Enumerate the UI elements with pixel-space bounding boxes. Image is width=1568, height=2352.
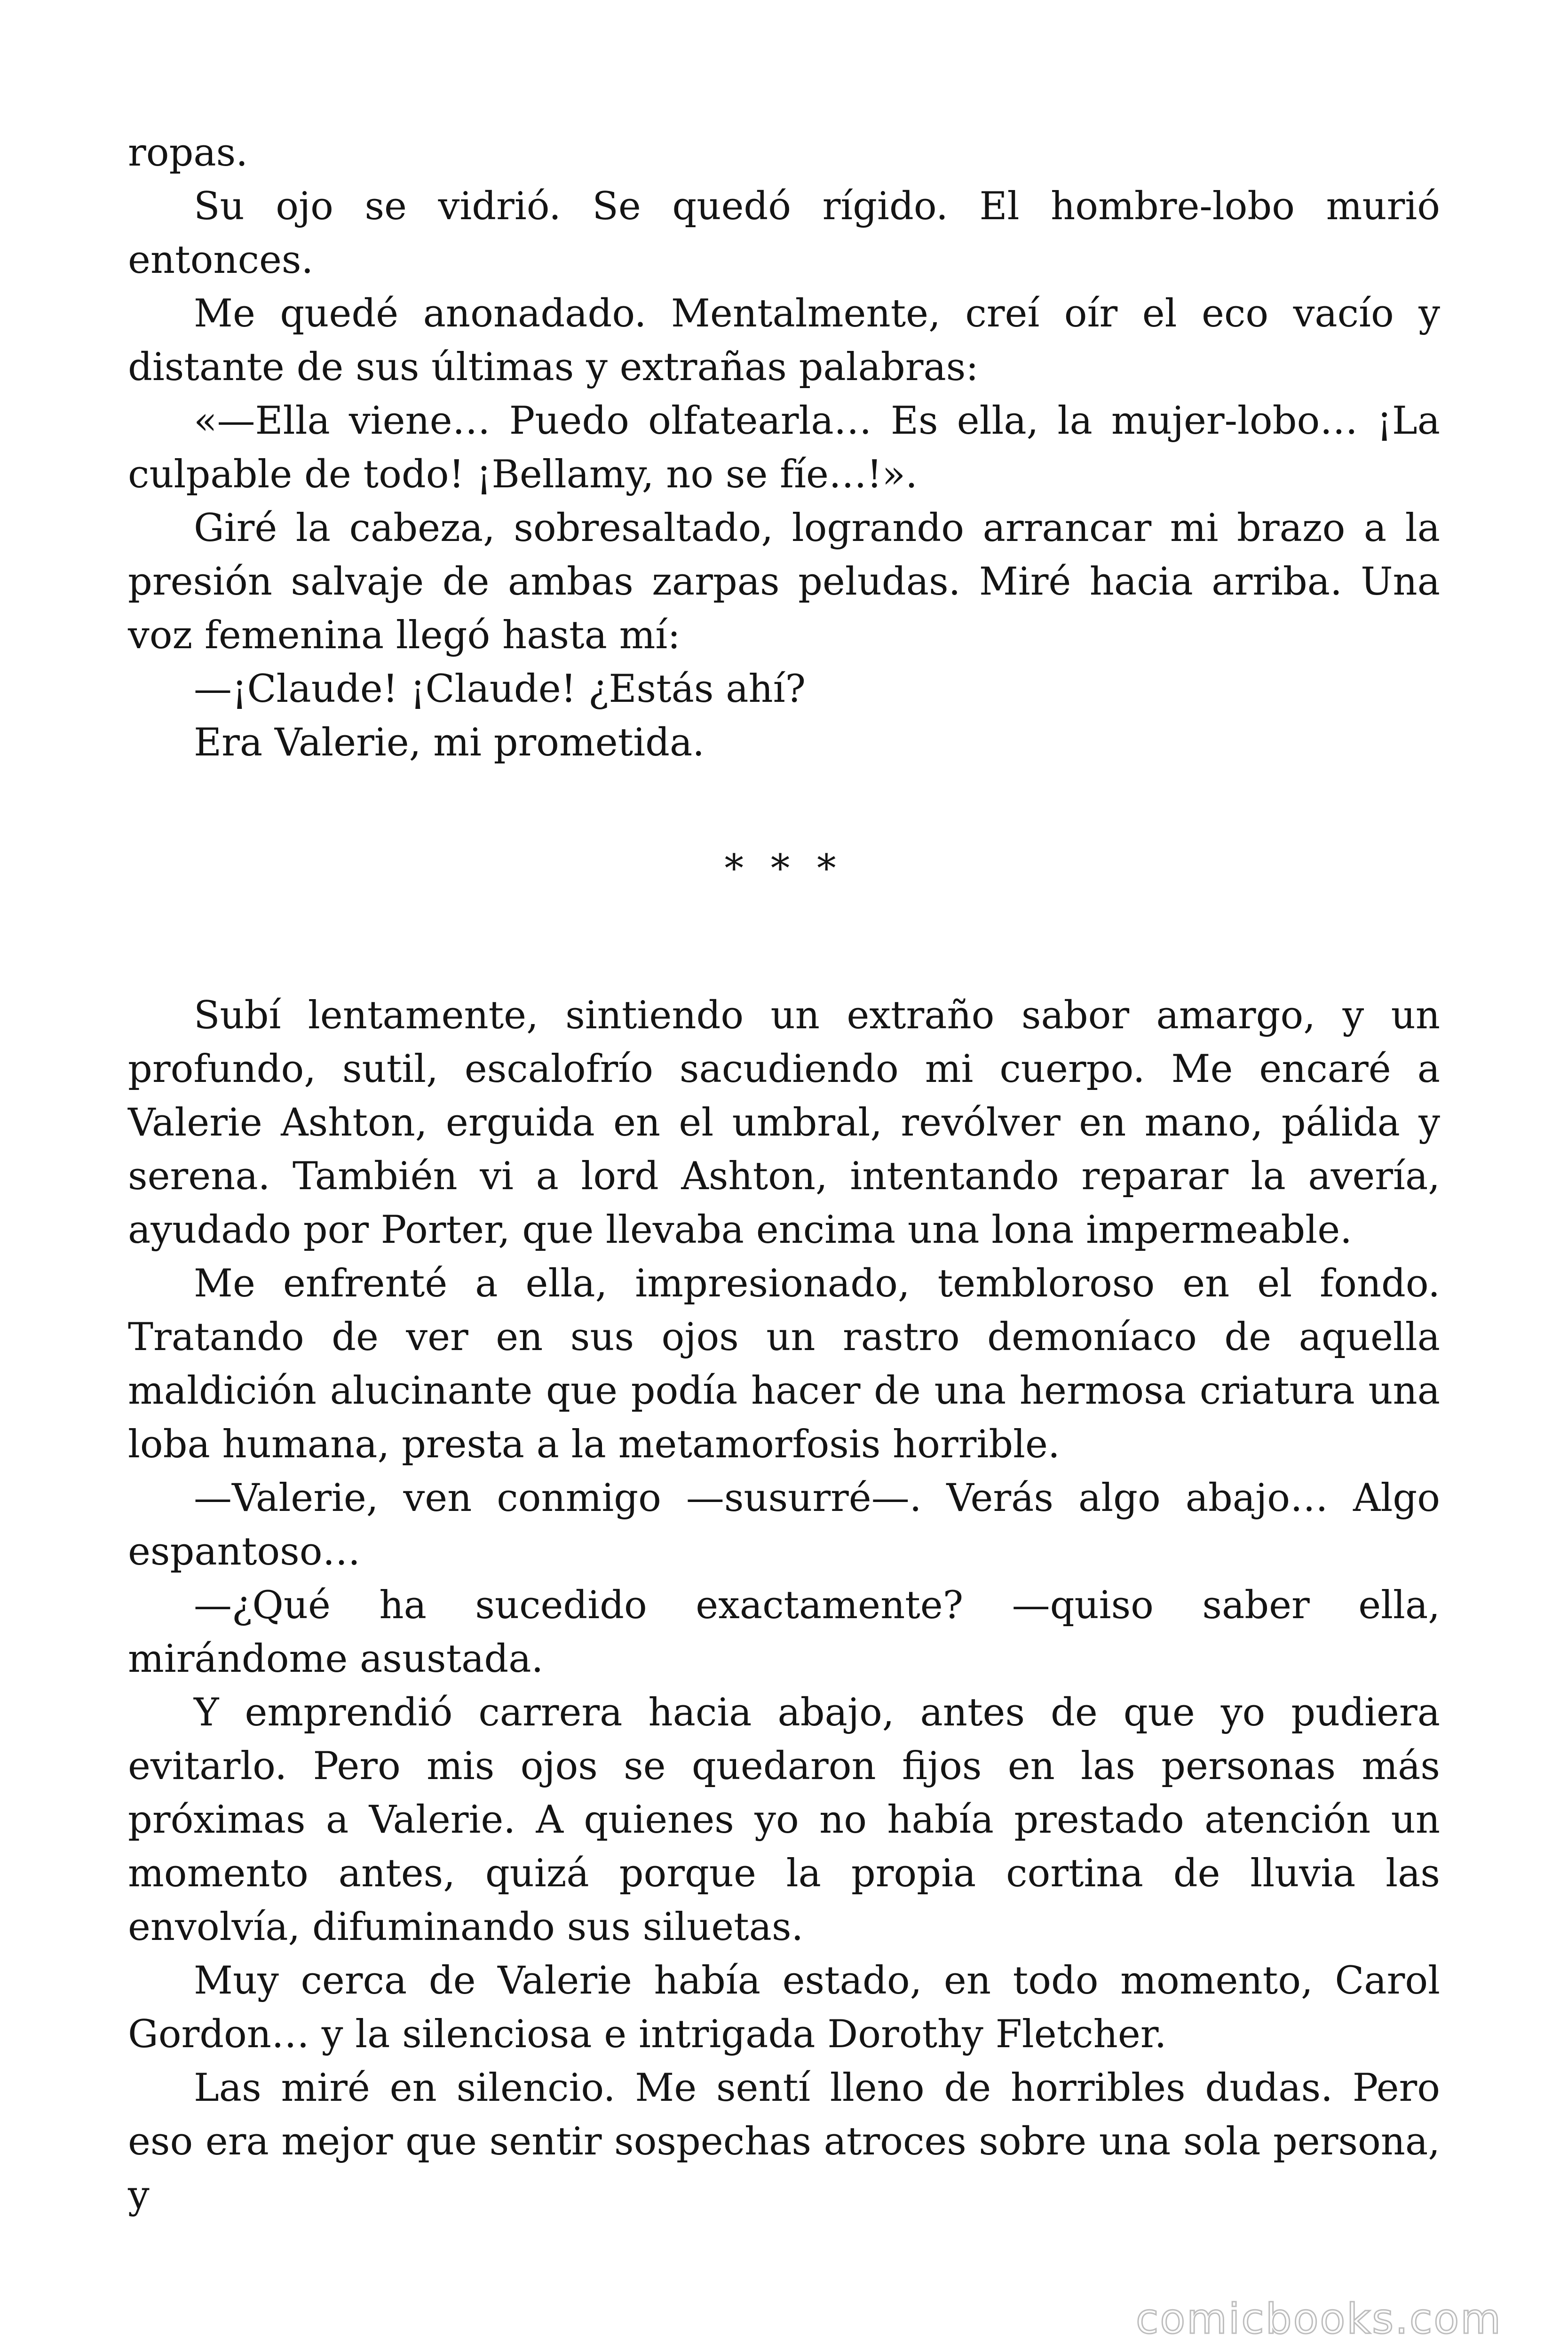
paragraph: Me enfrenté a ella, impresionado, tembloroso en el fondo. Tratando de ver en sus ojos un rastro demoníaco de aquella maldición alucinante que podía hacer de una hermosa criatura una loba humana, presta a la metamorfosis horrible. <box>128 1262 1440 1467</box>
paragraph: Era Valerie, mi prometida. <box>194 721 705 765</box>
paragraph: Giré la cabeza, sobresaltado, logrando arrancar mi brazo a la presión salvaje de ambas zarpas peludas. Miré hacia arriba. Una voz femenina llegó hasta mí: <box>128 506 1440 658</box>
paragraph: ropas. <box>128 131 248 175</box>
paragraph: Subí lentamente, sintiendo un extraño sabor amargo, y un profundo, sutil, escalofrío sacudiendo mi cuerpo. Me encaré a Valerie Ashton, erguida en el umbral, revólver en mano, pálida y serena. También vi a lord Ashton, intentando reparar la avería, ayudado por Porter, que llevaba encima una lona impermeable. <box>128 993 1440 1252</box>
paragraph: «—Ella viene… Puedo olfatearla… Es ella, la mujer-lobo… ¡La culpable de todo! ¡Bellamy, no se fíe…!». <box>128 399 1440 497</box>
paragraph: Las miré en silencio. Me sentí lleno de horribles dudas. Pero eso era mejor que sentir sospechas atroces sobre una sola persona, y <box>128 2066 1440 2217</box>
paragraph: Su ojo se vidrió. Se quedó rígido. El hombre-lobo murió entonces. <box>128 184 1440 282</box>
section-separator: * * * <box>724 847 844 891</box>
paragraph: —¿Qué ha sucedido exactamente? —quiso saber ella, mirándome asustada. <box>128 1583 1440 1681</box>
paragraph: —¡Claude! ¡Claude! ¿Estás ahí? <box>194 667 806 711</box>
paragraph: —Valerie, ven conmigo —susurré—. Verás algo abajo… Algo espantoso… <box>128 1476 1440 1574</box>
paragraph: Me quedé anonadado. Mentalmente, creí oír el eco vacío y distante de sus últimas y extrañas palabras: <box>128 292 1440 389</box>
text-section-bottom <box>128 989 1440 2222</box>
watermark: comicbooks.com <box>1135 2295 1502 2343</box>
paragraph: Muy cerca de Valerie había estado, en todo momento, Carol Gordon… y la silenciosa e intrigada Dorothy Fletcher. <box>128 1959 1440 2057</box>
text-section-top <box>128 126 1440 770</box>
paragraph: Y emprendió carrera hacia abajo, antes de que yo pudiera evitarlo. Pero mis ojos se quedaron fijos en las personas más próximas a Valerie. A quienes yo no había prestado atención un momento antes, quizá porque la propia cortina de lluvia las envolvía, difuminando sus siluetas. <box>128 1691 1440 1949</box>
